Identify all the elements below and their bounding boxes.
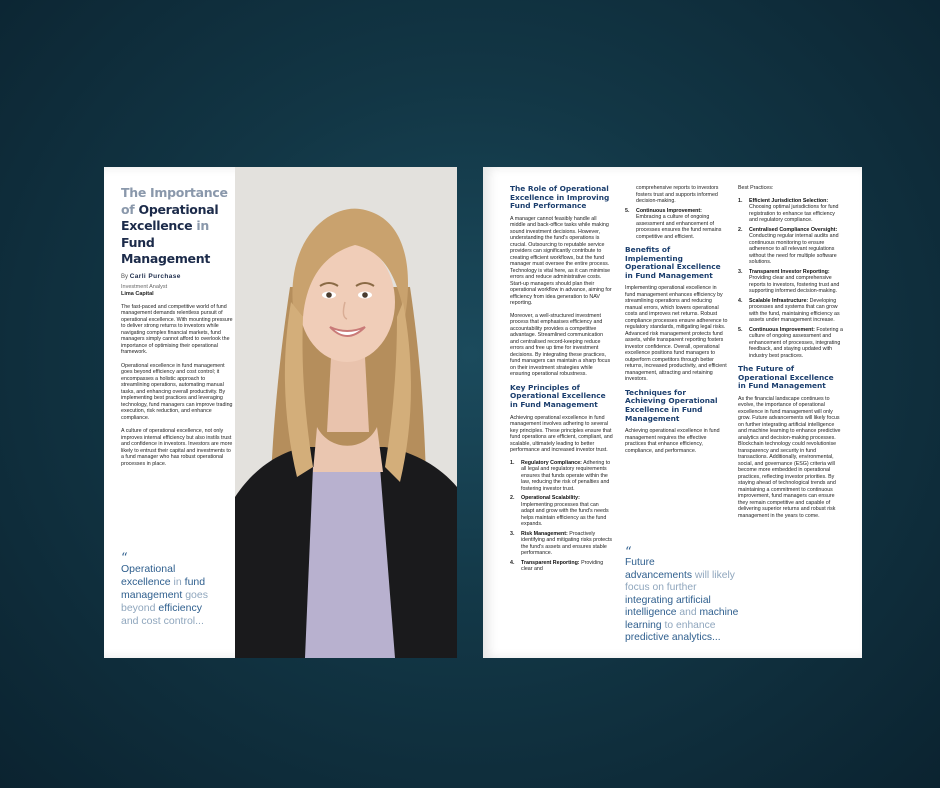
list-item-text: Developing processes and systems that can grow with the fund, maintaining efficiency as assets under management increase. bbox=[749, 297, 840, 323]
best-practices-list bbox=[738, 198, 844, 360]
quote-word: Future bbox=[625, 557, 655, 568]
section-heading: The Future of Operational Excellence in Fund Management bbox=[738, 364, 834, 391]
list-item bbox=[625, 208, 728, 241]
title-line-4: Fund bbox=[121, 234, 155, 250]
quote-word: machine learning bbox=[625, 607, 739, 631]
quote-mark-icon: “ bbox=[625, 545, 632, 560]
right-column-1 bbox=[510, 185, 613, 576]
title-line-2: Operational bbox=[138, 201, 219, 217]
list-number: 3. bbox=[738, 268, 743, 275]
list-item-text: Providing clear and bbox=[521, 559, 604, 573]
section-heading: Benefits of Implementing Operational Excellence in Fund Management bbox=[625, 245, 721, 280]
quote-word: in bbox=[173, 576, 182, 588]
quote-word: enhance bbox=[675, 619, 716, 631]
quote-word: Operational bbox=[121, 563, 176, 575]
left-text-column bbox=[121, 185, 233, 467]
left-paragraph-3: A culture of operational excellence, not only improves internal efficiency but also instils trust and confidence in investors. Investors are more likely to entrust their capital and investments to a fund manager who has robust operational processes in place. bbox=[121, 428, 233, 467]
list-item-text: Implementing processes that can adapt and grow with the fund's needs helps maintain efficiency as the fund expands. bbox=[521, 501, 609, 528]
quote-word: integrating artificial intelligence bbox=[625, 594, 711, 618]
list-item-text: Embracing a culture of ongoing assessment and enhancement of processes ensures the fund remains competitive and efficient. bbox=[636, 214, 722, 240]
title-of: of bbox=[121, 201, 135, 217]
section-paragraph: Achieving operational excellence in fund management involves adhering to several key principles. These principles ensure that fund operations are efficient, compliant, and scalable, ultimately leading to better performance and increased investor trust. bbox=[510, 414, 613, 454]
section-heading: The Role of Operational Excellence in Improving Fund Performance bbox=[510, 184, 610, 211]
quote-word: will likely focus on further bbox=[625, 569, 735, 593]
quote-word: management bbox=[121, 589, 183, 601]
portrait-illustration bbox=[235, 167, 457, 658]
author-name: Carli Purchase bbox=[129, 272, 181, 280]
title-line-1: The Importance bbox=[121, 185, 228, 200]
right-page bbox=[483, 167, 862, 658]
section-paragraph: Moreover, a well-structured investment process that emphasises efficiency and accountability provides a competitive advantage. Streamlined communication and centralised record-keeping reduce errors and free up time for investment decisions. By integrating these practices, fund managers can maintain a sharp focus on their investment strategies while ensuring operational robustness. bbox=[510, 312, 611, 378]
list-item bbox=[510, 531, 613, 557]
list-number: 2. bbox=[510, 495, 515, 502]
list-number: 4. bbox=[738, 297, 743, 304]
byline bbox=[121, 273, 233, 280]
author-role: Investment Analyst bbox=[121, 283, 168, 290]
section-heading: Techniques for Achieving Operational Excellence in Fund Management bbox=[625, 387, 718, 423]
list-item-title: Regulatory Compliance: bbox=[521, 459, 582, 466]
list-item-text: Providing clear and comprehensive reports to investors, fostering trust and supporting informed decision-making. bbox=[749, 275, 840, 294]
list-item-title: Operational Scalability: bbox=[521, 495, 580, 502]
pull-quote-left bbox=[121, 551, 233, 628]
quote-word: fund bbox=[184, 576, 206, 588]
quote-word: goes bbox=[185, 589, 208, 601]
quote-word: and cost control... bbox=[121, 615, 204, 627]
list-item-title: Risk Management: bbox=[521, 530, 568, 537]
list-number: 2. bbox=[738, 226, 743, 233]
list-item-text: comprehensive reports to investors fosters trust and supports informed decision-making. bbox=[636, 185, 719, 204]
list-item bbox=[625, 185, 728, 205]
list-item-title: Efficient Jurisdiction Selection: bbox=[749, 197, 829, 204]
quote-mark-icon: “ bbox=[121, 551, 128, 566]
left-paragraph-1: The fast-paced and competitive world of fund management demands relentless pursuit of operational excellence. With mounting pressure to deliver strong returns to investors while navigating complex financial markets, fund managers simply cannot afford to overlook the importance of optimising their operational framework. bbox=[121, 303, 233, 355]
list-item bbox=[510, 495, 613, 528]
author-portrait-photo bbox=[235, 167, 457, 658]
list-item-title: Transparent Investor Reporting: bbox=[749, 268, 830, 275]
list-number: 1. bbox=[510, 459, 515, 466]
section-paragraph: A manager cannot feasibly handle all middle and back-office tasks while making sound investment decisions. However, understanding the fund's operations is crucial. Outsourcing to reputable service providers can significantly contribute to creating efficient workflows, but the fund manager must oversee the entire process. Technology is vital here, as it can minimise errors and reduce administrative costs. Start-up managers should plan their operational workflow in advance, aiming for efficiency from idea generation to NAV reporting. bbox=[510, 215, 612, 307]
quote-word: and bbox=[679, 607, 697, 618]
byline-by: By bbox=[121, 273, 129, 280]
principles-list bbox=[510, 460, 613, 573]
principles-list-continued bbox=[625, 185, 728, 240]
list-item bbox=[738, 269, 844, 295]
section-paragraph: Implementing operational excellence in fund management enhances efficiency by streamlining operations and reducing manual errors, which lowers operational costs and improves net returns. Robust compliance processes ensure adherence to regulatory standards, mitigating legal risks. Advanced risk management protects fund assets, while transparent reporting fosters investor confidence. Overall, operational excellence positions fund managers to outperform competitors through better returns, increased productivity, and efficient management, attracting and retaining investors. bbox=[625, 285, 728, 383]
list-item bbox=[738, 198, 844, 224]
list-item-text: Conducting regular internal audits and continuous monitoring to ensure adherence to all relevant regulations without the need for multiple software solutions. bbox=[749, 233, 839, 265]
list-item bbox=[510, 460, 613, 493]
list-item-text: Proactively identifying and mitigating risks protects the fund's assets and ensures stable performance. bbox=[521, 530, 612, 557]
list-item-title: Scalable Infrastructure: bbox=[749, 297, 809, 304]
list-item-title: Continuous Improvement: bbox=[636, 207, 702, 214]
list-item-text: Fostering a culture of ongoing assessment and enhancement of processes, integrating feedback, and staying updated with industry best practices. bbox=[749, 326, 843, 359]
quote-word: beyond bbox=[121, 602, 156, 614]
title-line-5: Management bbox=[121, 251, 211, 266]
list-number: 1. bbox=[738, 197, 743, 204]
section-heading: Key Principles of Operational Excellence in Fund Management bbox=[510, 382, 606, 409]
right-column-3 bbox=[738, 185, 844, 525]
title-line-3: Excellence bbox=[121, 218, 193, 233]
list-item-text: Choosing optimal jurisdictions for fund registration to enhance tax efficiency and regulatory compliance. bbox=[749, 204, 839, 223]
list-item-title: Continuous Improvement: bbox=[749, 326, 815, 333]
quote-word: to bbox=[664, 619, 674, 631]
section-paragraph: Achieving operational excellence in fund management requires the effective practices that enhance efficiency, compliance, and performance. bbox=[625, 428, 720, 454]
left-paragraph-2: Operational excellence in fund management goes beyond efficiency and cost control; it encompasses a holistic approach to streamlining operations, automating manual tasks, and enhancing overall productivity. By implementing best practices and leveraging technology, fund managers can improve trading execution, risk reduction, and enhance compliance. bbox=[121, 362, 233, 421]
section-paragraph: As the financial landscape continues to evolve, the importance of operational excellence in fund management will only grow. Future advancements will likely focus on further integrating artificial intelligence and machine learning to enhance predictive analytics and decision-making processes. Blockchain technology could revolutionise transparency and security in fund transactions. Additionally, environmental, social, and governance (ESG) criteria will become more embedded in operational practices, reflecting investor priorities. By staying ahead of technological trends and maintaining a commitment to continuous improvement, fund managers can ensure they remain competitive and capable of delivering superior returns and robust risk management in the years to come. bbox=[738, 395, 841, 519]
quote-word: efficiency bbox=[158, 602, 202, 614]
list-item-title: Centralised Compliance Oversight: bbox=[749, 226, 838, 233]
pull-quote-right bbox=[625, 545, 743, 645]
quote-word: advancements bbox=[625, 569, 692, 581]
right-column-2 bbox=[625, 185, 728, 460]
list-item-title: Transparent Reporting: bbox=[521, 559, 580, 566]
article-title bbox=[121, 185, 233, 268]
author-org: Lima Capital bbox=[121, 290, 154, 297]
list-number: 5. bbox=[625, 207, 630, 214]
list-item bbox=[738, 227, 844, 266]
list-item bbox=[510, 560, 613, 573]
section-paragraph: Best Practices: bbox=[738, 185, 774, 191]
list-number: 5. bbox=[738, 326, 743, 333]
list-item bbox=[738, 298, 844, 324]
left-page bbox=[104, 167, 457, 658]
list-number: 4. bbox=[510, 559, 515, 566]
list-item bbox=[738, 327, 844, 360]
quote-word: excellence bbox=[121, 576, 171, 588]
title-in: in bbox=[196, 218, 209, 233]
list-item-text: Adhering to all legal and regulatory requirements ensures that funds operate within the law, reducing the risk of penalties and fostering investor trust. bbox=[521, 459, 611, 492]
quote-word: predictive analytics... bbox=[625, 632, 721, 643]
list-number: 3. bbox=[510, 530, 515, 537]
magazine-spread bbox=[104, 167, 862, 658]
